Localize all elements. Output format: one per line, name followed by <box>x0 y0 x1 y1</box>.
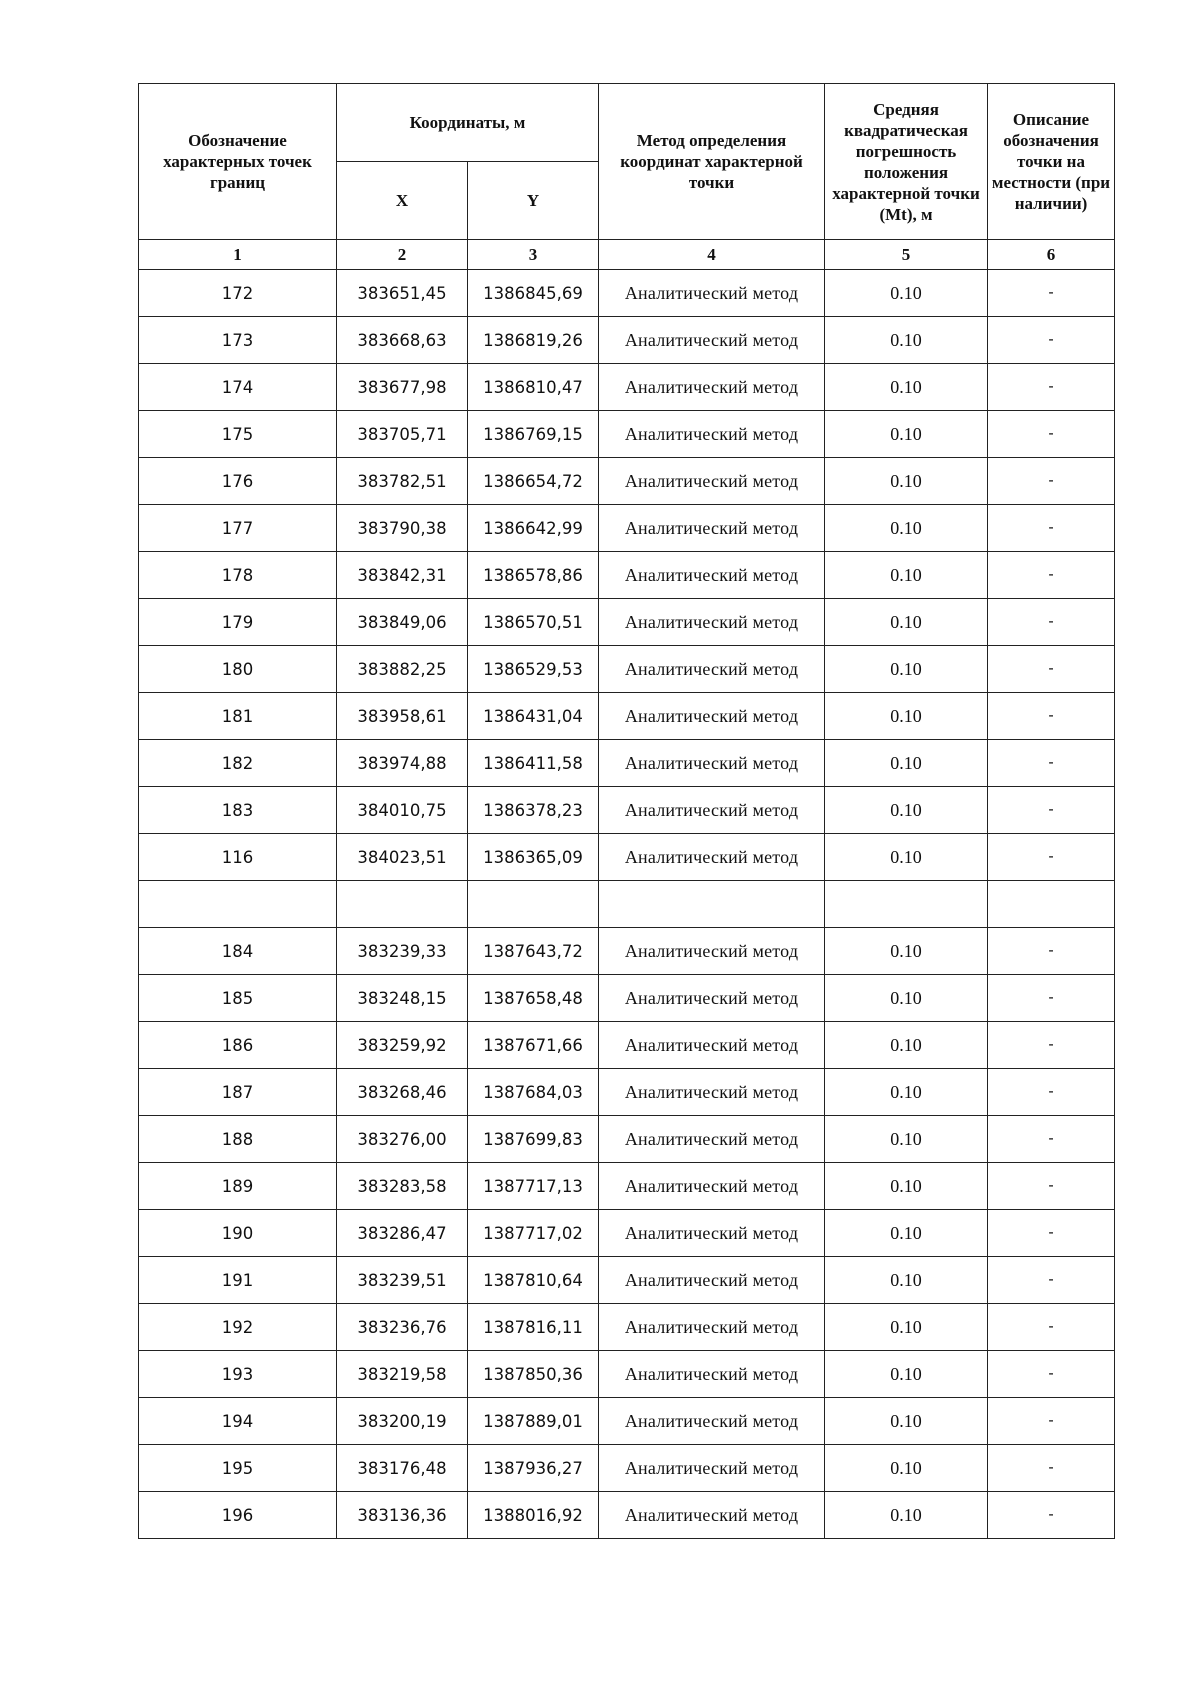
header-mean-error: Средняя квадратическая погрешность положения характерной точки (Mt), м <box>825 84 988 240</box>
table-row <box>139 740 1115 787</box>
coord-x: 384023,51 <box>337 834 468 881</box>
method-cell: Аналитический метод <box>599 928 825 975</box>
mean-error: 0.10 <box>825 646 988 693</box>
coord-x: 383219,58 <box>337 1351 468 1398</box>
mean-error: 0.10 <box>825 1398 988 1445</box>
table-row <box>139 1351 1115 1398</box>
point-description: - <box>988 646 1115 693</box>
point-description: - <box>988 1351 1115 1398</box>
coord-y: 1387816,11 <box>468 1304 599 1351</box>
coord-x: 383842,31 <box>337 552 468 599</box>
header-method: Метод определения координат характерной точки <box>599 84 825 240</box>
point-number: 179 <box>139 599 337 646</box>
coord-x: 383849,06 <box>337 599 468 646</box>
method-cell: Аналитический метод <box>599 1351 825 1398</box>
coord-y: 1386578,86 <box>468 552 599 599</box>
coord-y: 1387717,13 <box>468 1163 599 1210</box>
coord-y: 1386529,53 <box>468 646 599 693</box>
point-number: 174 <box>139 364 337 411</box>
point-number: 173 <box>139 317 337 364</box>
point-description: - <box>988 928 1115 975</box>
coord-x: 383705,71 <box>337 411 468 458</box>
method-cell: Аналитический метод <box>599 1257 825 1304</box>
method-cell: Аналитический метод <box>599 975 825 1022</box>
point-number: 195 <box>139 1445 337 1492</box>
point-number: 189 <box>139 1163 337 1210</box>
mean-error: 0.10 <box>825 1116 988 1163</box>
table-row <box>139 1116 1115 1163</box>
point-number: 178 <box>139 552 337 599</box>
point-description: - <box>988 975 1115 1022</box>
coord-x: 383283,58 <box>337 1163 468 1210</box>
coord-y: 1387810,64 <box>468 1257 599 1304</box>
table-row <box>139 270 1115 317</box>
point-description: - <box>988 1304 1115 1351</box>
header-number-5: 5 <box>825 240 988 270</box>
method-cell: Аналитический метод <box>599 787 825 834</box>
point-number: 193 <box>139 1351 337 1398</box>
point-number: 182 <box>139 740 337 787</box>
point-number: 190 <box>139 1210 337 1257</box>
table-row <box>139 787 1115 834</box>
coord-y: 1386642,99 <box>468 505 599 552</box>
method-cell: Аналитический метод <box>599 1445 825 1492</box>
mean-error: 0.10 <box>825 834 988 881</box>
coord-x: 383651,45 <box>337 270 468 317</box>
point-description: - <box>988 693 1115 740</box>
coord-y: 1386431,04 <box>468 693 599 740</box>
mean-error: 0.10 <box>825 1163 988 1210</box>
mean-error: 0.10 <box>825 1492 988 1539</box>
point-number: 184 <box>139 928 337 975</box>
point-number: 180 <box>139 646 337 693</box>
table-row <box>139 599 1115 646</box>
header-coordinates: Координаты, м <box>337 84 599 162</box>
table-row <box>139 1210 1115 1257</box>
mean-error: 0.10 <box>825 1022 988 1069</box>
mean-error: 0.10 <box>825 317 988 364</box>
coord-y: 1386819,26 <box>468 317 599 364</box>
coord-x: 383286,47 <box>337 1210 468 1257</box>
coord-y: 1386411,58 <box>468 740 599 787</box>
point-number: 177 <box>139 505 337 552</box>
mean-error: 0.10 <box>825 364 988 411</box>
point-number: 181 <box>139 693 337 740</box>
coord-x: 383974,88 <box>337 740 468 787</box>
coord-y: 1387850,36 <box>468 1351 599 1398</box>
header-number-1: 1 <box>139 240 337 270</box>
mean-error: 0.10 <box>825 270 988 317</box>
coord-x: 383200,19 <box>337 1398 468 1445</box>
point-number: 175 <box>139 411 337 458</box>
coord-y: 1388016,92 <box>468 1492 599 1539</box>
method-cell: Аналитический метод <box>599 552 825 599</box>
coord-x: 383239,33 <box>337 928 468 975</box>
coord-y: 1386845,69 <box>468 270 599 317</box>
method-cell: Аналитический метод <box>599 1210 825 1257</box>
mean-error: 0.10 <box>825 975 988 1022</box>
mean-error: 0.10 <box>825 411 988 458</box>
table-row <box>139 928 1115 975</box>
point-number: 116 <box>139 834 337 881</box>
point-description: - <box>988 1398 1115 1445</box>
table-body-group-2 <box>139 928 1115 1539</box>
table-row <box>139 1022 1115 1069</box>
mean-error: 0.10 <box>825 1210 988 1257</box>
method-cell: Аналитический метод <box>599 1492 825 1539</box>
point-description: - <box>988 1445 1115 1492</box>
coord-x: 383259,92 <box>337 1022 468 1069</box>
table-row <box>139 646 1115 693</box>
empty-separator-row <box>139 881 1115 928</box>
method-cell: Аналитический метод <box>599 740 825 787</box>
method-cell: Аналитический метод <box>599 646 825 693</box>
method-cell: Аналитический метод <box>599 599 825 646</box>
header-number-3: 3 <box>468 240 599 270</box>
point-description: - <box>988 834 1115 881</box>
point-number: 196 <box>139 1492 337 1539</box>
method-cell: Аналитический метод <box>599 317 825 364</box>
coord-x: 383136,36 <box>337 1492 468 1539</box>
coord-y: 1387699,83 <box>468 1116 599 1163</box>
coord-y: 1386654,72 <box>468 458 599 505</box>
header-point-designation: Обозначение характерных точек границ <box>139 84 337 240</box>
table-row <box>139 693 1115 740</box>
method-cell: Аналитический метод <box>599 1116 825 1163</box>
coord-x: 383677,98 <box>337 364 468 411</box>
point-number: 183 <box>139 787 337 834</box>
method-cell: Аналитический метод <box>599 411 825 458</box>
coordinates-table <box>138 83 1115 1539</box>
header-description: Описание обозначения точки на местности (при наличии) <box>988 84 1115 240</box>
point-description: - <box>988 1163 1115 1210</box>
point-number: 188 <box>139 1116 337 1163</box>
point-description: - <box>988 1210 1115 1257</box>
point-description: - <box>988 364 1115 411</box>
header-number-4: 4 <box>599 240 825 270</box>
method-cell: Аналитический метод <box>599 270 825 317</box>
point-description: - <box>988 740 1115 787</box>
mean-error: 0.10 <box>825 1304 988 1351</box>
coord-y: 1386365,09 <box>468 834 599 881</box>
point-description: - <box>988 270 1115 317</box>
point-number: 194 <box>139 1398 337 1445</box>
table-row <box>139 317 1115 364</box>
header-y: Y <box>468 162 599 240</box>
mean-error: 0.10 <box>825 693 988 740</box>
point-description: - <box>988 552 1115 599</box>
point-description: - <box>988 1069 1115 1116</box>
table-row <box>139 411 1115 458</box>
header-number-2: 2 <box>337 240 468 270</box>
method-cell: Аналитический метод <box>599 1304 825 1351</box>
coord-y: 1386810,47 <box>468 364 599 411</box>
method-cell: Аналитический метод <box>599 1163 825 1210</box>
coord-y: 1386378,23 <box>468 787 599 834</box>
coord-x: 384010,75 <box>337 787 468 834</box>
coord-x: 383668,63 <box>337 317 468 364</box>
mean-error: 0.10 <box>825 458 988 505</box>
point-description: - <box>988 1116 1115 1163</box>
method-cell: Аналитический метод <box>599 1022 825 1069</box>
table-row <box>139 458 1115 505</box>
coord-x: 383268,46 <box>337 1069 468 1116</box>
point-number: 192 <box>139 1304 337 1351</box>
table-row <box>139 1398 1115 1445</box>
mean-error: 0.10 <box>825 787 988 834</box>
table-row <box>139 834 1115 881</box>
method-cell: Аналитический метод <box>599 1069 825 1116</box>
point-number: 176 <box>139 458 337 505</box>
table-row <box>139 505 1115 552</box>
method-cell: Аналитический метод <box>599 458 825 505</box>
point-number: 172 <box>139 270 337 317</box>
coord-y: 1387671,66 <box>468 1022 599 1069</box>
point-number: 187 <box>139 1069 337 1116</box>
method-cell: Аналитический метод <box>599 693 825 740</box>
coord-x: 383239,51 <box>337 1257 468 1304</box>
coord-y: 1387684,03 <box>468 1069 599 1116</box>
point-description: - <box>988 1492 1115 1539</box>
header-x: X <box>337 162 468 240</box>
mean-error: 0.10 <box>825 1351 988 1398</box>
table-row <box>139 1069 1115 1116</box>
mean-error: 0.10 <box>825 1257 988 1304</box>
method-cell: Аналитический метод <box>599 834 825 881</box>
point-number: 185 <box>139 975 337 1022</box>
table-row <box>139 1492 1115 1539</box>
table-row <box>139 1257 1115 1304</box>
mean-error: 0.10 <box>825 1069 988 1116</box>
table-row <box>139 1445 1115 1492</box>
table-row <box>139 975 1115 1022</box>
coord-y: 1387658,48 <box>468 975 599 1022</box>
point-description: - <box>988 599 1115 646</box>
coord-y: 1387643,72 <box>468 928 599 975</box>
table-header <box>139 84 1115 270</box>
coord-y: 1387717,02 <box>468 1210 599 1257</box>
point-description: - <box>988 505 1115 552</box>
table-row <box>139 552 1115 599</box>
coord-x: 383958,61 <box>337 693 468 740</box>
coord-x: 383176,48 <box>337 1445 468 1492</box>
point-description: - <box>988 317 1115 364</box>
table-row <box>139 1163 1115 1210</box>
point-description: - <box>988 1022 1115 1069</box>
coord-y: 1386570,51 <box>468 599 599 646</box>
table-row <box>139 364 1115 411</box>
point-description: - <box>988 411 1115 458</box>
mean-error: 0.10 <box>825 1445 988 1492</box>
coord-x: 383248,15 <box>337 975 468 1022</box>
table-gap <box>139 881 1115 928</box>
coord-x: 383782,51 <box>337 458 468 505</box>
coord-x: 383276,00 <box>337 1116 468 1163</box>
mean-error: 0.10 <box>825 505 988 552</box>
coord-x: 383790,38 <box>337 505 468 552</box>
header-number-6: 6 <box>988 240 1115 270</box>
table-row <box>139 1304 1115 1351</box>
coord-y: 1387889,01 <box>468 1398 599 1445</box>
mean-error: 0.10 <box>825 740 988 787</box>
method-cell: Аналитический метод <box>599 505 825 552</box>
method-cell: Аналитический метод <box>599 1398 825 1445</box>
mean-error: 0.10 <box>825 552 988 599</box>
coord-y: 1386769,15 <box>468 411 599 458</box>
coord-x: 383236,76 <box>337 1304 468 1351</box>
point-number: 186 <box>139 1022 337 1069</box>
mean-error: 0.10 <box>825 599 988 646</box>
method-cell: Аналитический метод <box>599 364 825 411</box>
table-body-group-1 <box>139 270 1115 881</box>
coord-x: 383882,25 <box>337 646 468 693</box>
point-description: - <box>988 458 1115 505</box>
mean-error: 0.10 <box>825 928 988 975</box>
point-number: 191 <box>139 1257 337 1304</box>
coord-y: 1387936,27 <box>468 1445 599 1492</box>
point-description: - <box>988 787 1115 834</box>
point-description: - <box>988 1257 1115 1304</box>
